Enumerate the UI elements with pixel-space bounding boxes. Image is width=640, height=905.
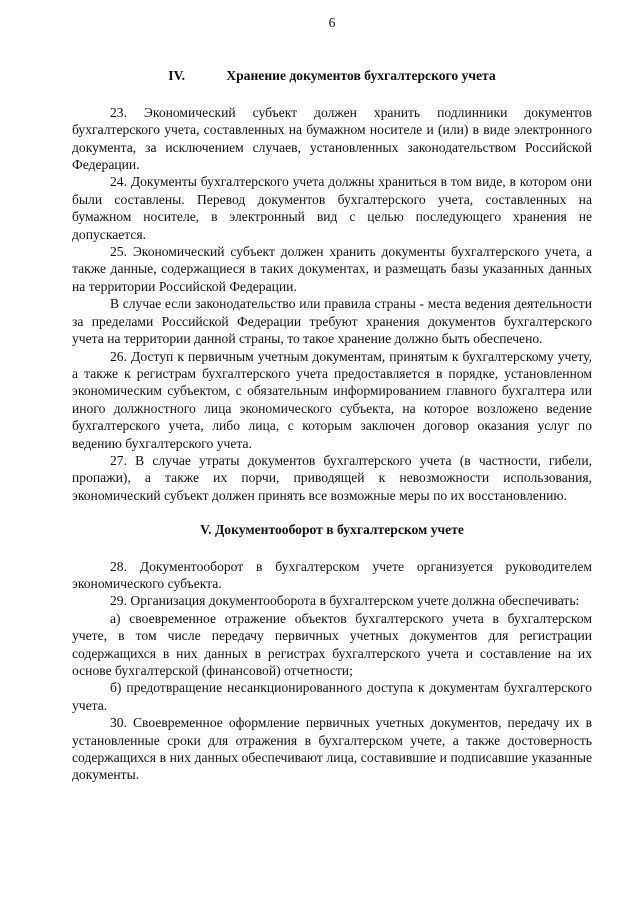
paragraph-30: 30. Своевременное оформление первичных учетных документов, передачу их в установленные сроки для отражения в бухгалтерском учете, а также достоверность содержащихся в них данных обеспечивают лица, составившие и подписавшие указанные документы. [72,715,592,783]
section-heading-iv [72,67,592,84]
paragraph-29-a: а) своевременное отражение объектов бухгалтерского учета в бухгалтерском учете, в том числе передачу первичных учетных документов для регистрации содержащихся в них данных в регистрах бухгалтерского учета и составление на их основе бухгалтерской (финансовой) отчетности; [72,610,592,678]
section-heading-v: V. Документооборот в бухгалтерском учете [200,522,464,538]
section-body-v [72,558,592,784]
paragraph-25: 25. Экономический субъект должен хранить документы бухгалтерского учета, а также данные, содержащиеся в таких документах, и размещать базы указанных данных на территории Российской Федерации. [72,244,592,294]
paragraph-28: 28. Документооборот в бухгалтерском учете организуется руководителем экономического субъекта. [72,558,592,591]
section-body-iv [72,104,592,504]
section-number: IV. [168,68,186,84]
paragraph-24: 24. Документы бухгалтерского учета должны храниться в том виде, в котором они были составлены. Перевод документов бухгалтерского учета, составленных на бумажном носителе, в электронный вид с целью последующего хранения не допускается. [72,174,592,242]
paragraph-27: 27. В случае утраты документов бухгалтерского учета (в частности, гибели, пропажи), а также их порчи, приводящей к невозможности использования, экономический субъект должен принять все возможные меры по их восстановлению. [72,452,592,503]
paragraph-26: 26. Доступ к первичным учетным документам, принятым к бухгалтерскому учету, а также к регистрам бухгалтерского учета предоставляется в порядке, установленном экономическим субъектом, с обязательным информированием главного бухгалтера или иного должностного лица экономического субъекта, на которое возложено ведение бухгалтерского учета, либо лица, с которым заключен договор оказания услуг по ведению бухгалтерского учета. [72,348,592,451]
page-number: 6 [328,15,336,30]
paragraph-23: 23. Экономический субъект должен хранить подлинники документов бухгалтерского учета, составленных на бумажном носителе и (или) в виде электронного документа, за исключением случаев, установленных законодательством Российской Федерации. [72,104,592,173]
paragraph-29: 29. Организация документооборота в бухгалтерском учете должна обеспечивать: [110,593,580,609]
paragraph-29-b: б) предотвращение несанкционированного доступа к документам бухгалтерского учета. [72,680,592,713]
section-title: Хранение документов бухгалтерского учета [226,68,496,84]
paragraph-25-continued: В случае если законодательство или правила страны - места ведения деятельности за пределами Российской Федерации требуют хранения документов бухгалтерского учета на территории данной страны, то такое хранение должно быть обеспечено. [72,296,592,347]
